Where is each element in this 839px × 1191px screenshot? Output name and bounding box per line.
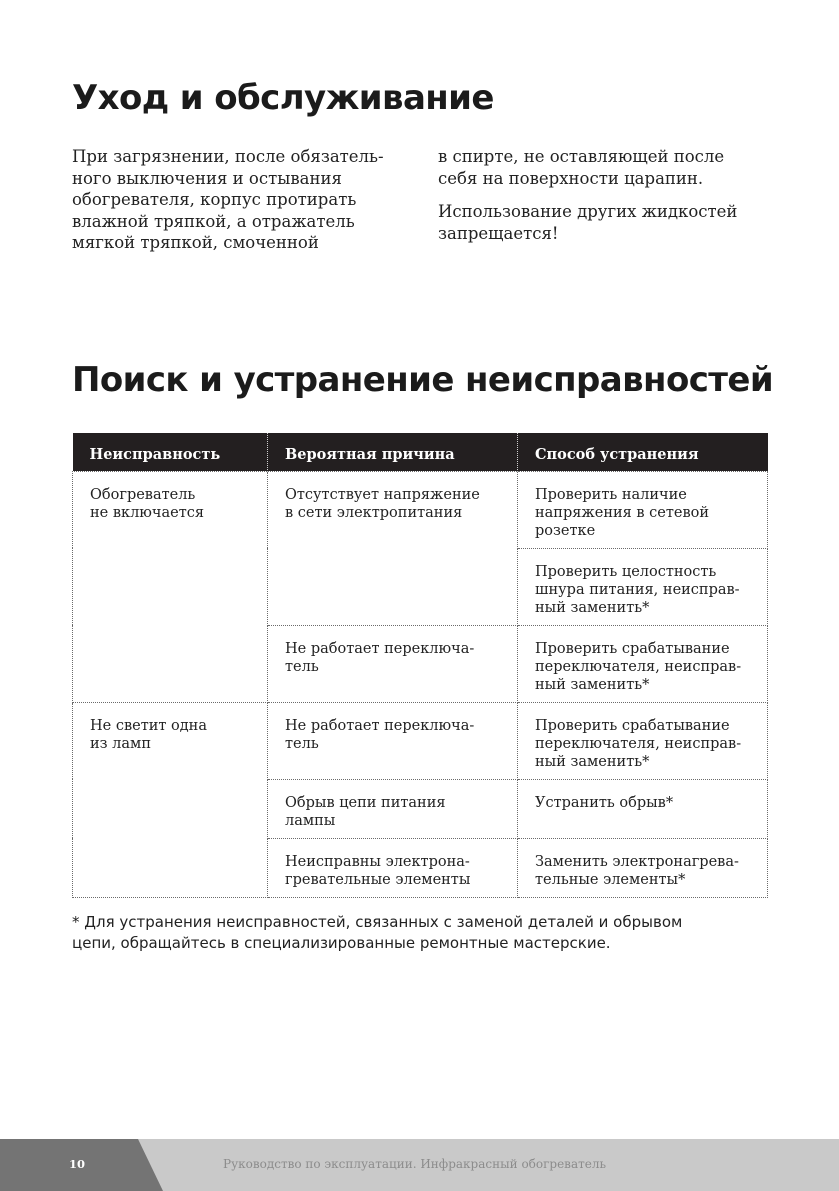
footer-title: Руководство по эксплуатации. Инфракрасный обогреватель	[223, 1157, 606, 1171]
care-paragraph-2: Использование других жидкостей запрещается!	[438, 202, 738, 243]
troubleshooting-section-title: Поиск и устранение неисправностей	[72, 360, 774, 400]
care-paragraph-1-continued: в спирте, не оставляющей после себя на поверхности царапин.	[438, 147, 725, 188]
care-section-title: Уход и обслуживание	[72, 78, 494, 118]
care-text-column-right	[438, 146, 778, 244]
remedy-cell: Устранить обрыв*	[518, 779, 768, 838]
header-fault: Неисправность	[73, 433, 268, 471]
table-row	[73, 702, 768, 779]
remedy-cell: Проверить срабатывание переключателя, неисправ- ный заменить*	[518, 702, 768, 779]
care-paragraph-1: При загрязнении, после обязатель- ного выключения и остывания обогревателя, корпус протирать влажной тряпкой, а отражатель мягкой тряпкой, смоченной	[72, 147, 384, 252]
cause-cell: Отсутствует напряжение в сети электропитания	[268, 471, 518, 625]
remedy-cell: Проверить срабатывание переключателя, неисправ- ный заменить*	[518, 625, 768, 702]
header-remedy: Способ устранения	[518, 433, 768, 471]
remedy-cell: Проверить целостность шнура питания, неисправ- ный заменить*	[518, 548, 768, 625]
cause-cell: Неисправны электрона- гревательные элементы	[268, 838, 518, 897]
page-number: 10	[69, 1157, 86, 1171]
fault-cell: Не светит одна из ламп	[73, 702, 268, 897]
footnote: * Для устранения неисправностей, связанных с заменой деталей и обрывом цепи, обращайтесь в специализированные ремонтные мастерские.	[72, 913, 683, 952]
troubleshooting-table	[72, 433, 768, 898]
page-footer	[0, 1139, 839, 1191]
remedy-cell: Проверить наличие напряжения в сетевой розетке	[518, 471, 768, 548]
cause-cell: Обрыв цепи питания лампы	[268, 779, 518, 838]
cause-cell: Не работает переключа- тель	[268, 702, 518, 779]
fault-cell: Обогреватель не включается	[73, 471, 268, 702]
remedy-cell: Заменить электронагрева- тельные элементы*	[518, 838, 768, 897]
table-header-row	[73, 433, 768, 471]
cause-cell: Не работает переключа- тель	[268, 625, 518, 702]
table-row	[73, 471, 768, 548]
care-text-column-left	[72, 146, 412, 254]
header-cause: Вероятная причина	[268, 433, 518, 471]
